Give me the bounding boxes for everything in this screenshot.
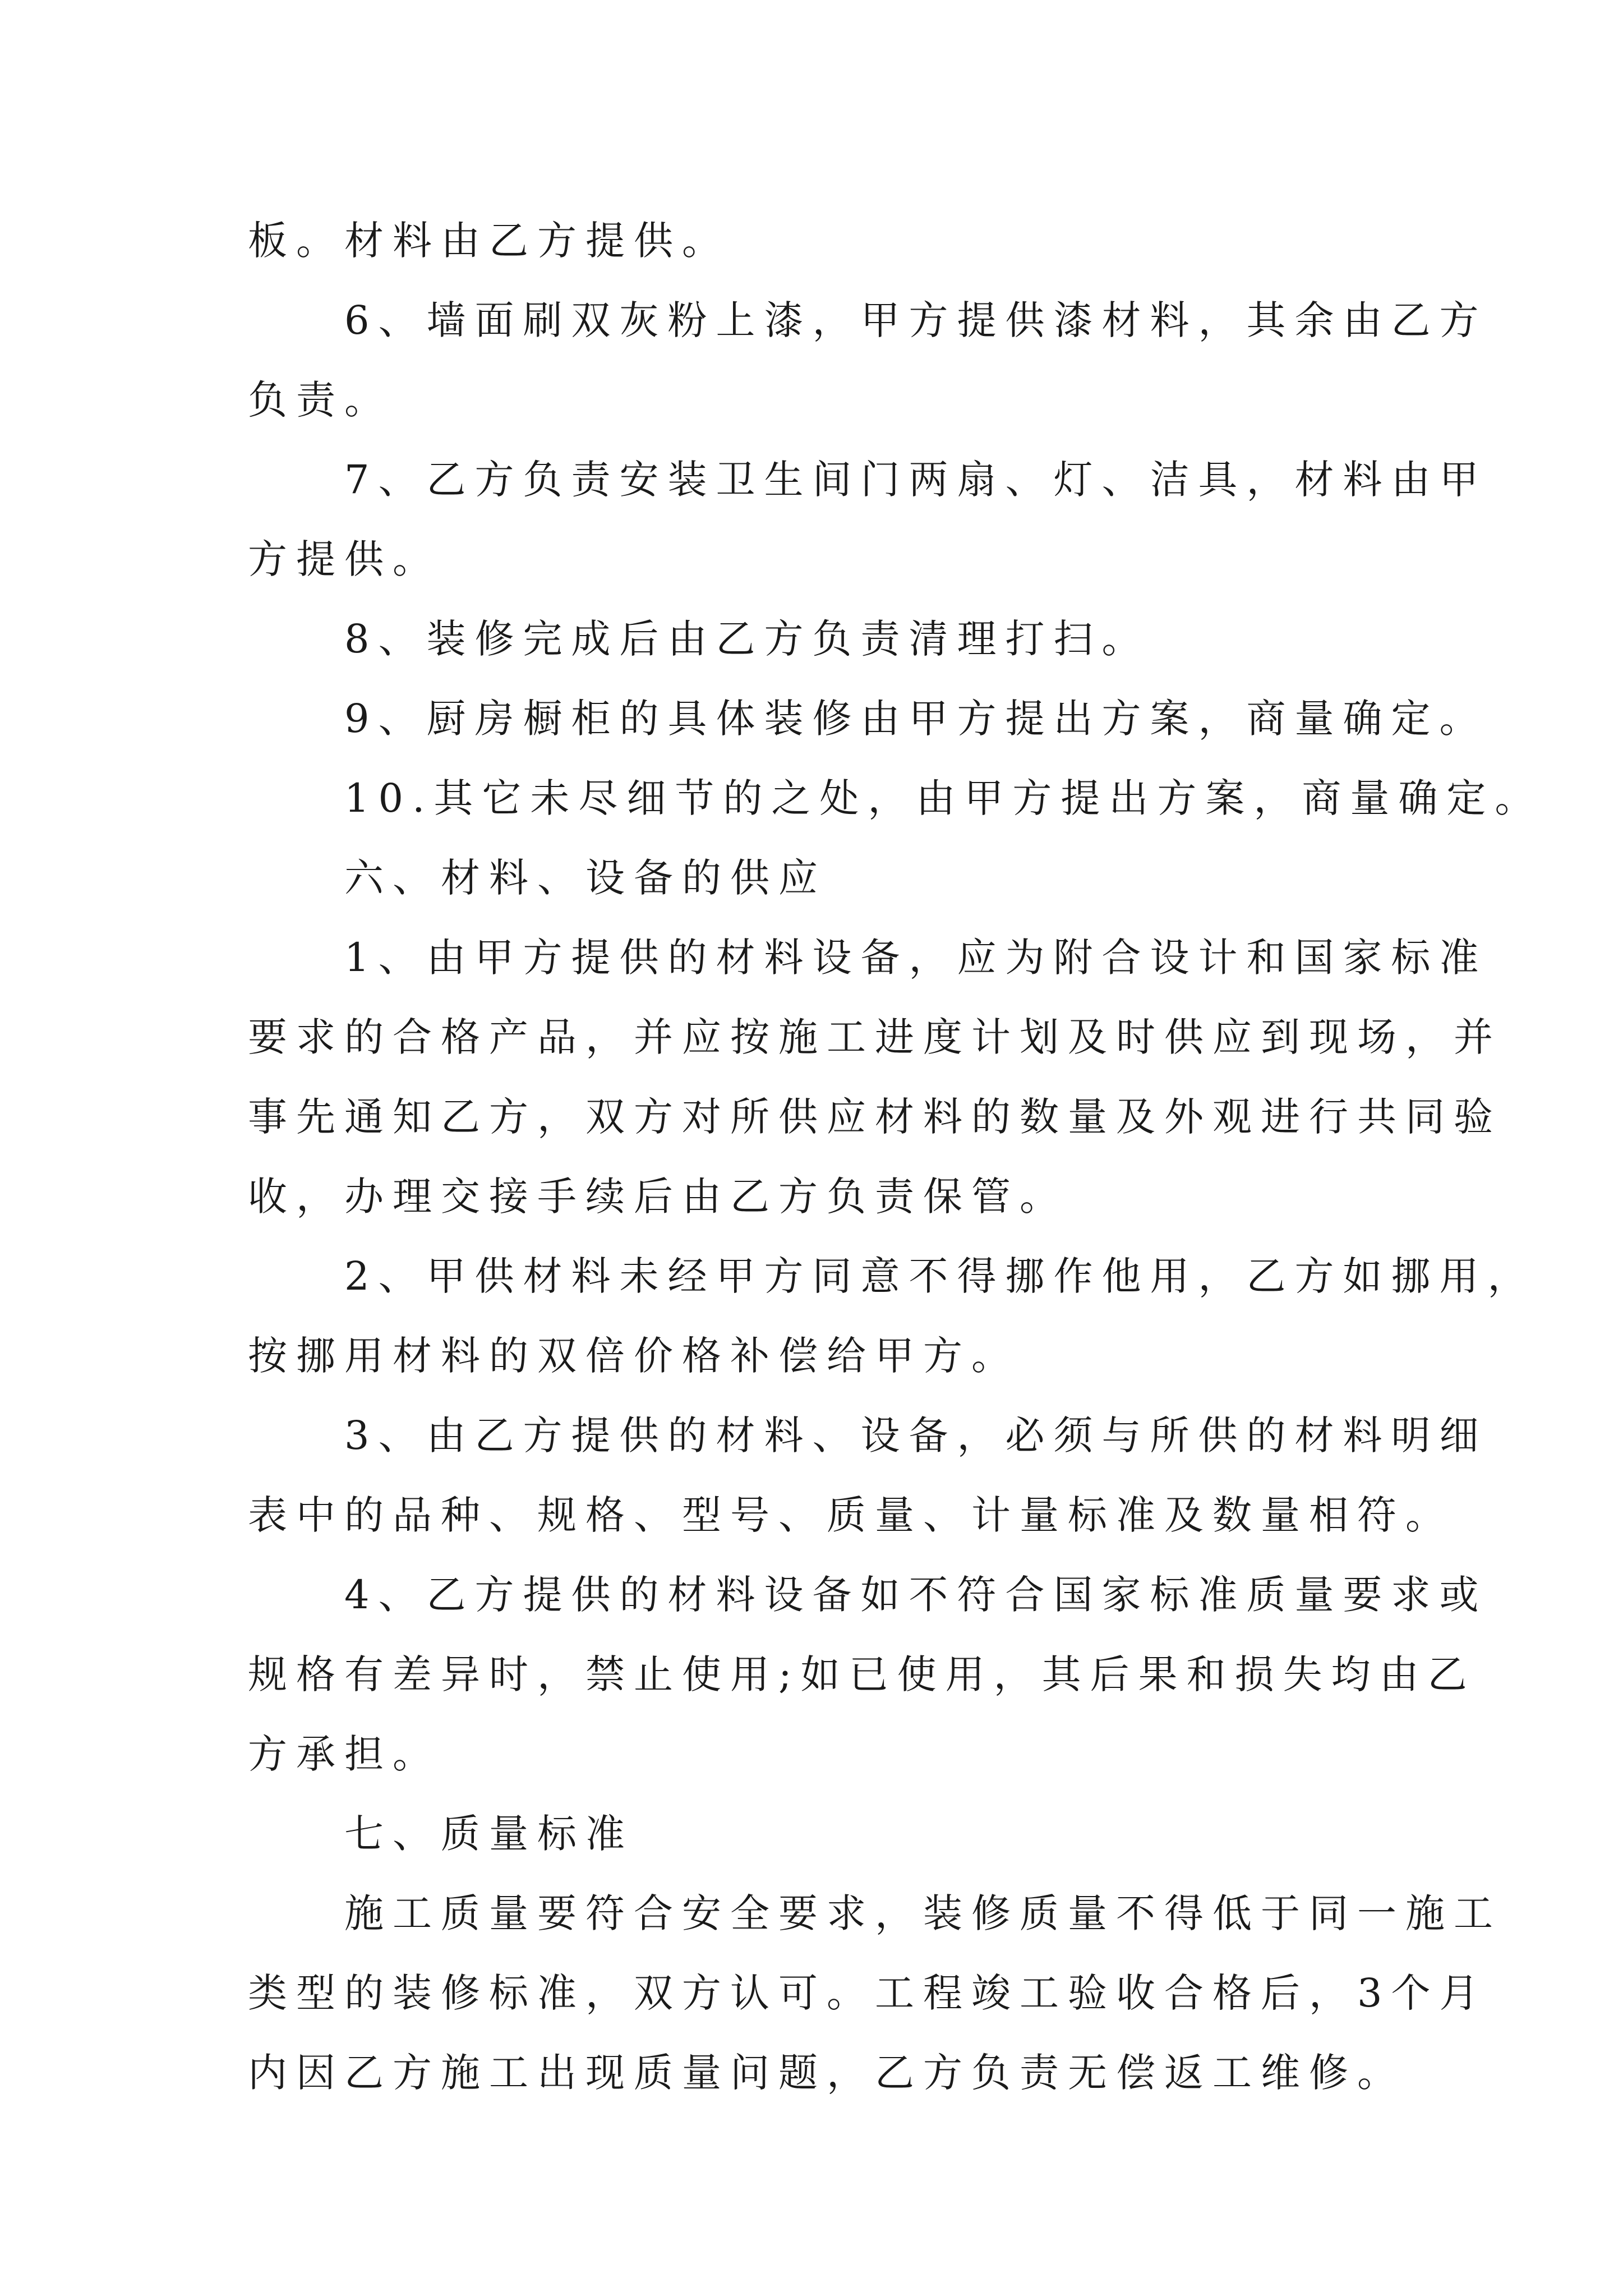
section-heading: 七、质量标准 (344, 1811, 634, 1857)
text-line: 事先通知乙方，双方对所供应材料的数量及外观进行共同验 (248, 1094, 1502, 1140)
document-body (248, 201, 1543, 2113)
text-line: 4、乙方提供的材料设备如不符合国家标准质量要求或 (344, 1572, 1488, 1618)
text-line: 类型的装修标准，双方认可。工程竣工验收合格后，3个月 (248, 1970, 1488, 2016)
text-line: 规格有差异时，禁止使用;如已使用，其后果和损失均由乙 (248, 1651, 1476, 1697)
text-line: 2、甲供材料未经甲方同意不得挪作他用，乙方如挪用， (344, 1253, 1536, 1299)
text-line: 负责。 (248, 377, 393, 423)
text-line: 施工质量要符合安全要求，装修质量不得低于同一施工 (344, 1890, 1502, 1936)
text-line: 收，办理交接手续后由乙方负责保管。 (248, 1174, 1068, 1220)
text-line: 内因乙方施工出现质量问题，乙方负责无偿返工维修。 (248, 2050, 1405, 2096)
text-line: 1、由甲方提供的材料设备，应为附合设计和国家标准 (344, 935, 1488, 981)
text-line: 8、装修完成后由乙方负责清理打扫。 (344, 616, 1150, 662)
text-line: 板。材料由乙方提供。 (248, 218, 730, 264)
text-line: 7、乙方负责安装卫生间门两扇、灯、洁具，材料由甲 (344, 457, 1488, 503)
text-line: 9、厨房橱柜的具体装修由甲方提出方案，商量确定。 (344, 696, 1488, 742)
text-line: 3、由乙方提供的材料、设备，必须与所供的材料明细 (344, 1412, 1488, 1458)
text-line: 10.其它未尽细节的之处，由甲方提出方案，商量确定。 (344, 775, 1543, 821)
text-line: 表中的品种、规格、型号、质量、计量标准及数量相符。 (248, 1492, 1454, 1538)
text-line: 按挪用材料的双倍价格补偿给甲方。 (248, 1333, 1020, 1379)
text-line: 方提供。 (248, 536, 441, 582)
text-line: 方承担。 (248, 1731, 441, 1777)
text-line: 要求的合格产品，并应按施工进度计划及时供应到现场，并 (248, 1014, 1502, 1060)
section-heading: 六、材料、设备的供应 (344, 855, 827, 901)
text-line: 6、墙面刷双灰粉上漆，甲方提供漆材料，其余由乙方 (344, 297, 1488, 343)
